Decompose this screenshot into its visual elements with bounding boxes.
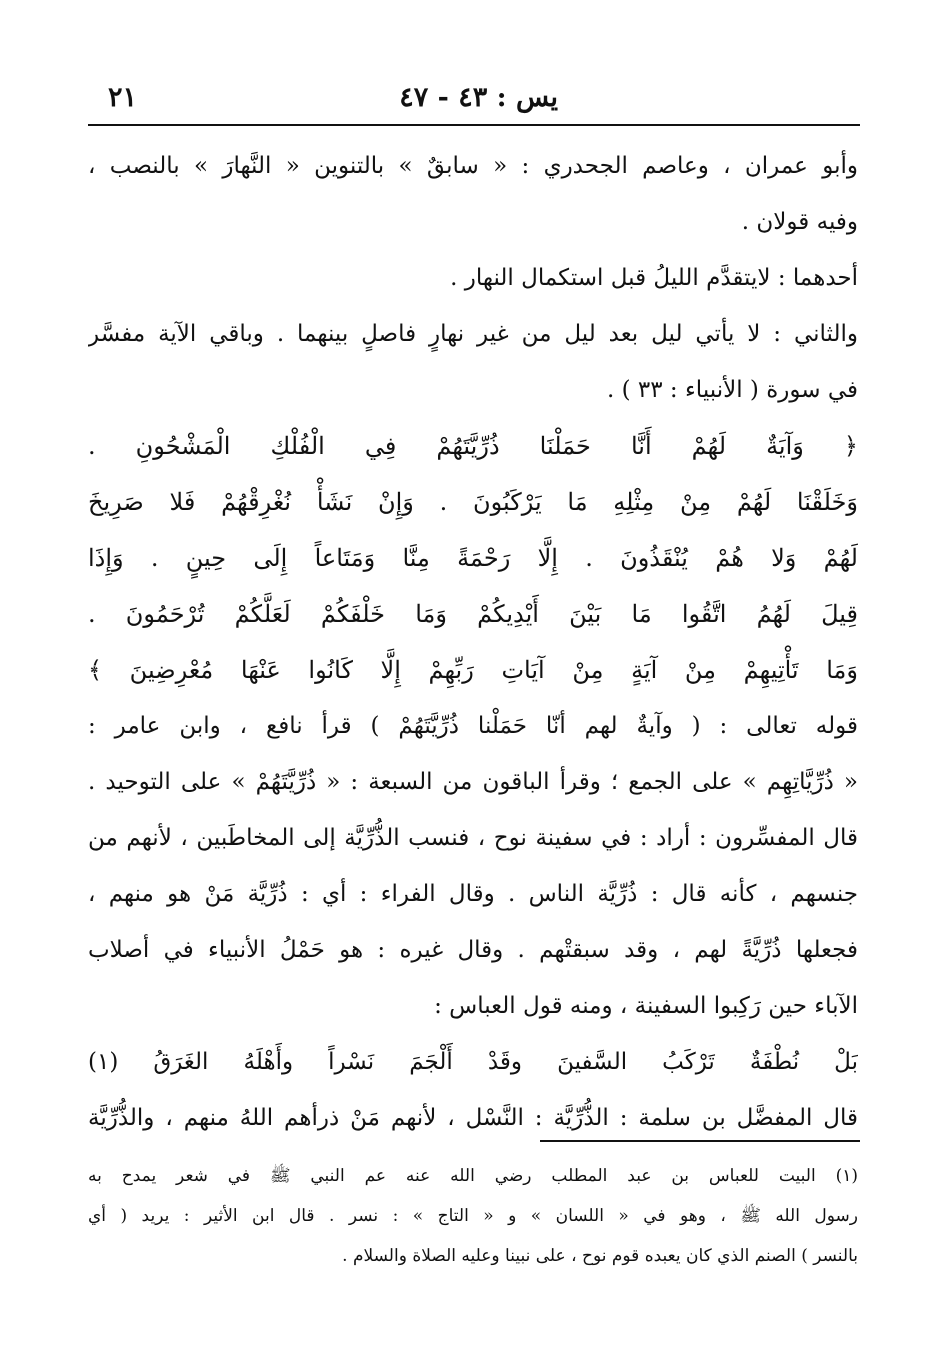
page-number: ٢١ bbox=[108, 82, 138, 113]
text-line: وفيه قولان . bbox=[741, 209, 858, 235]
header-rule bbox=[88, 124, 860, 126]
text-line: والثاني : لا يأتي ليل بعد ليل من غير نهارٍ فاصلٍ بينهما . وباقي الآية مفسَّر bbox=[88, 321, 858, 347]
quran-verse-line: وَخَلَقْنَا لَهُمْ مِنْ مِثْلِهِ مَا يَرْكَبُونَ . وَإِنْ نَشَأْ نُغْرِقْهُمْ فَلا صَرِيخَ bbox=[88, 488, 858, 516]
quran-verse-line: لَهُمْ وَلا هُمْ يُنْقَذُونَ . إِلَّا رَحْمَةً مِنَّا وَمَتَاعاً إِلَى حِينٍ . وَإِذَا bbox=[88, 544, 858, 572]
text-line: الآباء حين رَكِبوا السفينة ، ومنه قول العباس : bbox=[434, 993, 858, 1019]
footnote-line: بالنسر ) الصنم الذي كان يعبده قوم نوح ، على نبينا وعليه الصلاة والسلام . bbox=[342, 1246, 858, 1266]
text-line: جنسهم ، كأنه قال : ذُرِّيَّة الناس . وقال الفراء : أي : ذُرِّيَّة مَنْ هو منهم ، bbox=[88, 881, 858, 907]
page-header bbox=[88, 78, 858, 118]
text-line: وأبو عمران ، وعاصم الجحدري : « سابقٌ » بالتنوين « النَّهارَ » بالنصب ، bbox=[88, 153, 858, 179]
text-line: قال المفضَّل بن سلمة : الذُّرِّيَّة : النَّسْل ، لأنهم مَنْ ذرأهم اللهُ منهم ، والذُّرِّيَّة bbox=[88, 1105, 858, 1131]
quran-verse-line: قِيلَ لَهُمُ اتَّقُوا مَا بَيْنَ أَيْدِيكُمْ وَمَا خَلْفَكُمْ لَعَلَّكُمْ تُرْحَمُونَ . bbox=[88, 600, 858, 628]
running-title: يس : ٤٣ - ٤٧ bbox=[399, 82, 558, 113]
text-line: في سورة ( الأنبياء : ٣٣ ) . bbox=[607, 377, 858, 403]
footnote-rule bbox=[540, 1140, 860, 1142]
quran-verse-line: وَمَا تَأْتِيهِمْ مِنْ آيَةٍ مِنْ آيَاتِ رَبِّهِمْ إِلَّا كَانُوا عَنْهَا مُعْرِضِينَ ﴾ bbox=[88, 656, 858, 684]
footnotes bbox=[88, 1156, 858, 1276]
text-line: قوله تعالى : ( وآيةٌ لهم أنّا حَمَلْنا ذُرِّيَّتَهُمْ ) قرأ نافع ، وابن عامر : bbox=[88, 713, 858, 739]
poetry-line: بَلْ نُطْفَةٌ تَرْكَبُ السَّفينَ وقَدْ أَلْجَمَ نَسْراً وأَهْلَهُ الغَرَقُ (١) bbox=[88, 1049, 858, 1075]
text-line: « ذُرِّيَّاتِهِم » على الجمع ؛ وقرأ الباقون من السبعة : « ذُرِّيَّتَهُمْ » على التوحيد . bbox=[88, 769, 858, 795]
text-line: قال المفسِّرون : أراد : في سفينة نوح ، فنسب الذُّرِّيَّة إلى المخاطَبين ، لأنهم من bbox=[88, 825, 858, 851]
main-text bbox=[88, 138, 858, 1146]
text-line: فجعلها ذُرِّيَّةً لهم ، وقد سبقتْهم . وقال غيره : هو حَمْلُ الأنبياء في أصلاب bbox=[88, 937, 858, 963]
quran-verse-line: ﴿ وَآيَةٌ لَهُمْ أَنَّا حَمَلْنَا ذُرِّيَّتَهُمْ فِي الْفُلْكِ الْمَشْحُونِ . bbox=[88, 432, 858, 460]
footnote-line: رسول الله ﷺ ، وهو في « اللسان » و « التاج » : نسر . قال ابن الأثير : يريد ( أي bbox=[88, 1206, 858, 1226]
text-line: أحدهما : لايتقدَّم الليلُ قبل استكمال النهار . bbox=[450, 265, 858, 291]
footnote-line: (١) البيت للعباس بن عبد المطلب رضي الله عنه عم النبي ﷺ في شعر يمدح به bbox=[88, 1166, 858, 1186]
